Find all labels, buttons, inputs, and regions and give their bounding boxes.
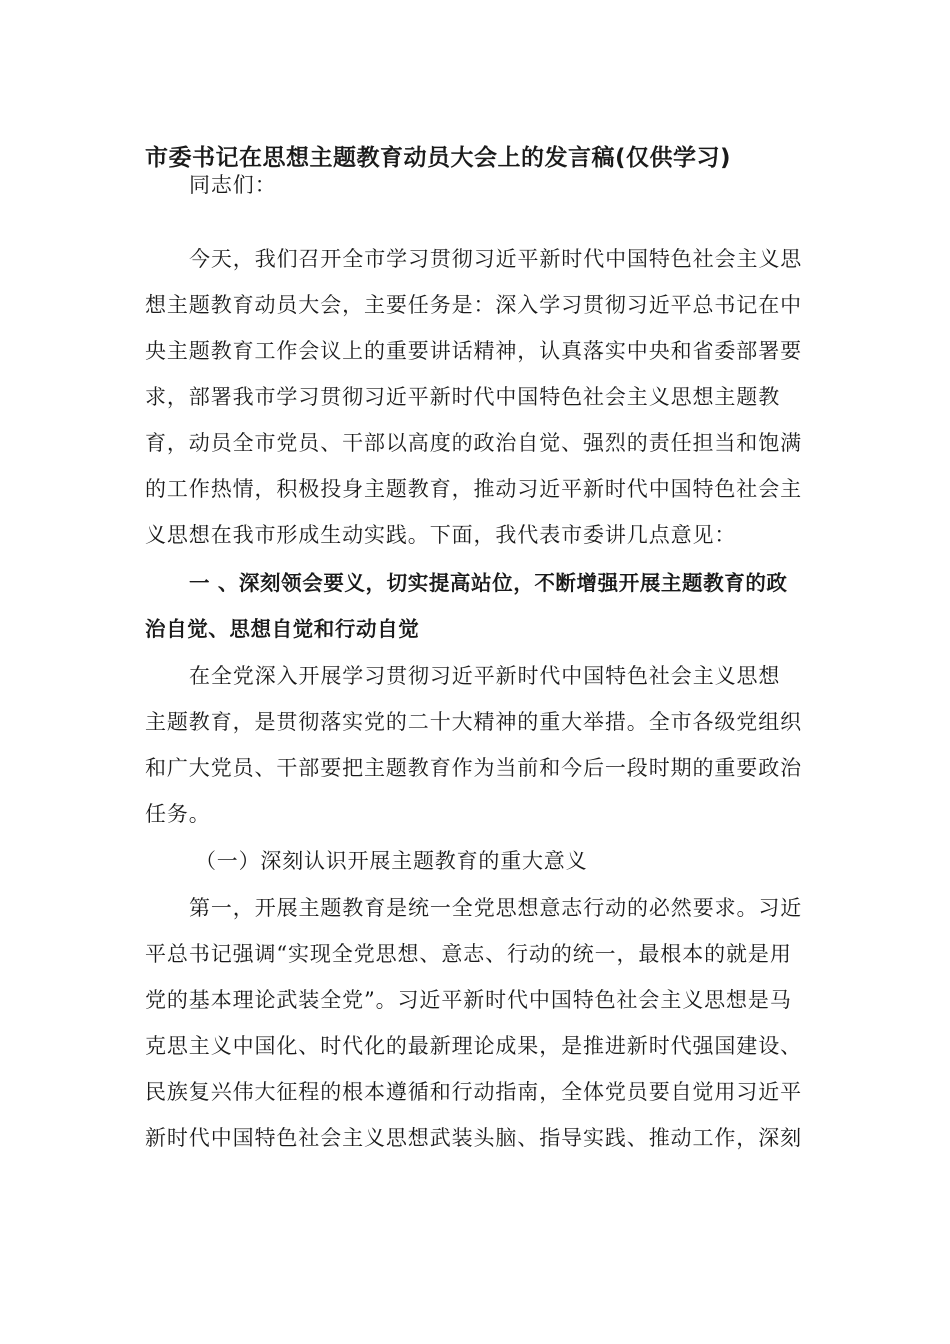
paragraph-line: 任务。: [145, 802, 211, 826]
paragraph-line: 育，动员全市党员、干部以高度的政治自觉、强烈的责任担当和饱满: [145, 431, 802, 455]
greeting: 同志们：: [189, 173, 277, 197]
paragraph-line: 新时代中国特色社会主义思想武装头脑、指导实践、推动工作，深刻: [145, 1126, 802, 1150]
paragraph-line: 求，部署我市学习贯彻习近平新时代中国特色社会主义思想主题教: [145, 385, 781, 409]
paragraph-line: 民族复兴伟大征程的根本遵循和行动指南，全体党员要自觉用习近平: [145, 1080, 802, 1104]
section-heading-line: 治自觉、思想自觉和行动自觉: [145, 617, 420, 641]
paragraph-line: 的工作热情，积极投身主题教育，推动习近平新时代中国特色社会主: [145, 477, 802, 501]
paragraph-line: 第一，开展主题教育是统一全党思想意志行动的必然要求。习近: [189, 896, 803, 920]
paragraph-line: 央主题教育工作会议上的重要讲话精神，认真落实中央和省委部署要: [145, 339, 802, 363]
paragraph-line: 平总书记强调“实现全党思想、意志、行动的统一，最根本的就是用: [145, 942, 792, 966]
section-heading-line: 一 、深刻领会要义，切实提高站位，不断增强开展主题教育的政: [189, 571, 788, 595]
paragraph-line: 克思主义中国化、时代化的最新理论成果，是推进新时代强国建设、: [145, 1034, 802, 1058]
paragraph-line: 和广大党员、干部要把主题教育作为当前和今后一段时期的重要政治: [145, 756, 802, 780]
paragraph-line: 义思想在我市形成生动实践。下面，我代表市委讲几点意见：: [145, 523, 737, 547]
paragraph-line: 想主题教育动员大会，主要任务是：深入学习贯彻习近平总书记在中: [145, 293, 802, 317]
subsection-heading: （一）深刻认识开展主题教育的重大意义: [195, 849, 588, 873]
paragraph-line: 主题教育，是贯彻落实党的二十大精神的重大举措。全市各级党组织: [145, 710, 802, 734]
paragraph-line: 党的基本理论武装全党”。习近平新时代中国特色社会主义思想是马: [145, 988, 792, 1012]
paragraph-line: 今天，我们召开全市学习贯彻习近平新时代中国特色社会主义思: [189, 247, 803, 271]
document-title: 市委书记在思想主题教育动员大会上的发言稿(仅供学习): [145, 145, 732, 171]
paragraph-line: 在全党深入开展学习贯彻习近平新时代中国特色社会主义思想: [189, 664, 781, 688]
